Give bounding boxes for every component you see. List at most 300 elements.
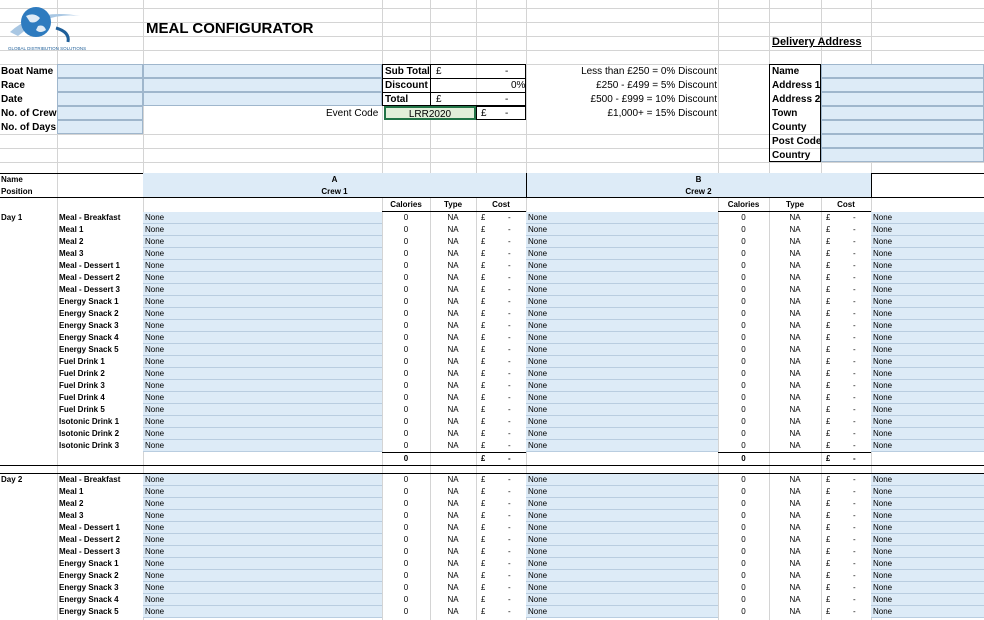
crew-a-cost: - [508,499,511,508]
crew-a-meal-select[interactable]: None [143,332,382,344]
crew-b-cost: - [853,273,856,282]
crew-b-currency: £ [826,261,831,270]
crew-a-meal-select[interactable]: None [143,392,382,404]
crew-b-cost: - [853,357,856,366]
crew-b-currency-total: £ [826,454,831,463]
crew-a-calories-total: 0 [403,454,409,463]
crew-a-meal-select[interactable]: None [143,428,382,440]
crew-c-meal-select[interactable]: None [871,380,984,392]
crew-c-meal-select[interactable]: None [871,522,984,534]
crew-b-meal-select[interactable]: None [526,260,718,272]
delivery-input-county[interactable] [821,120,984,134]
crew-a-meal-select[interactable]: None [143,296,382,308]
crew-a-currency: £ [481,357,486,366]
crew-a-cost: - [508,321,511,330]
table-row [0,224,984,236]
crew-a-meal-select[interactable]: None [143,308,382,320]
crew-b-cost: - [853,487,856,496]
crew-a-meal-select[interactable]: None [143,440,382,452]
crew-a-meal-select[interactable]: None [143,570,382,582]
crew-b-meal-select[interactable]: None [526,440,718,452]
day-subtotal-row [0,453,984,465]
meal-slot-label: Meal 2 [59,499,84,508]
crew-a-calories: 0 [403,559,409,568]
crew-b-type: NA [789,297,801,306]
crew-b-currency: £ [826,345,831,354]
crew-b-meal-select[interactable]: None [526,558,718,570]
crew-b-meal-select[interactable]: None [526,236,718,248]
crew-a-calories: 0 [403,417,409,426]
crew-a-meal-select[interactable]: None [143,534,382,546]
sub-total-label: Sub Total [385,66,430,77]
crew-b-meal-select[interactable]: None [526,594,718,606]
crew-a-currency: £ [481,237,486,246]
crew-a-meal-select[interactable]: None [143,248,382,260]
crew-b-meal-select[interactable]: None [526,534,718,546]
crew-a-meal-select[interactable]: None [143,260,382,272]
table-row [0,582,984,594]
crew-c-meal-select[interactable]: None [871,404,984,416]
crew-b-calories: 0 [741,297,746,306]
crew-c-meal-select[interactable]: None [871,440,984,452]
crew-a-meal-select[interactable]: None [143,404,382,416]
crew-b-meal-select[interactable]: None [526,248,718,260]
calories-header-a: Calories [390,200,422,209]
crew-b-currency: £ [826,417,831,426]
table-row [0,344,984,356]
crew-b-type: NA [789,429,801,438]
crew-a-type: NA [447,429,459,438]
crew-a-cost: - [508,237,511,246]
crew-b-currency: £ [826,381,831,390]
crew-a-cost: - [508,213,511,222]
crew-a-currency: £ [481,511,486,520]
crew-a-meal-select[interactable]: None [143,236,382,248]
delivery-label-address-1: Address 1 [772,80,821,91]
crew-b-type: NA [789,369,801,378]
event-code-input[interactable]: LRR2020 [384,106,476,120]
crew-c-meal-select[interactable]: None [871,582,984,594]
crew-b-calories: 0 [741,535,746,544]
crew-c-meal-select[interactable]: None [871,428,984,440]
meal-slot-label: Meal 1 [59,487,84,496]
crew-a-meal-select[interactable]: None [143,224,382,236]
crew-c-meal-select[interactable]: None [871,308,984,320]
crew-a-letter: A [331,175,338,184]
crew-b-type: NA [789,417,801,426]
crew-b-cost: - [853,583,856,592]
crew-c-meal-select[interactable]: None [871,416,984,428]
crew-c-meal-select[interactable]: None [871,236,984,248]
crew-a-meal-select[interactable]: None [143,212,382,224]
crew-b-cost: - [853,225,856,234]
crew-b-cost: - [853,213,856,222]
crew-b-meal-select[interactable]: None [526,606,718,618]
crew-c-meal-select[interactable]: None [871,546,984,558]
table-row [0,498,984,510]
crew-b-type: NA [789,571,801,580]
crew-a-meal-select[interactable]: None [143,416,382,428]
crew-b-cost: - [853,369,856,378]
crew-count-input[interactable] [57,106,143,120]
crew-b-currency: £ [826,523,831,532]
crew-a-type: NA [447,213,459,222]
crew-c-meal-select[interactable]: None [871,284,984,296]
crew-a-type: NA [447,535,459,544]
crew-a-calories: 0 [403,369,409,378]
label-boat-name: Boat Name [1,66,54,77]
crew-a-currency: £ [481,417,486,426]
crew-c-meal-select[interactable]: None [871,558,984,570]
meal-slot-label: Energy Snack 4 [59,595,119,604]
crew-b-calories: 0 [741,381,746,390]
info-wide-field-3[interactable] [143,92,382,106]
crew-b-type: NA [789,607,801,616]
day-label: Day 1 [1,213,23,222]
label-date: Date [1,94,23,105]
crew-b-type: NA [789,225,801,234]
crew-c-meal-select[interactable]: None [871,498,984,510]
crew-b-meal-select[interactable]: None [526,212,718,224]
cost-header-b: Cost [837,200,855,209]
crew-c-meal-select[interactable]: None [871,570,984,582]
crew-a-meal-select[interactable]: None [143,594,382,606]
crew-b-meal-select[interactable]: None [526,474,718,486]
crew-a-calories: 0 [403,393,409,402]
crew-a-currency: £ [481,333,486,342]
crew-c-meal-select[interactable]: None [871,320,984,332]
crew-b-calories: 0 [741,309,746,318]
crew-a-type: NA [447,559,459,568]
crew-b-currency: £ [826,607,831,616]
crew-a-calories: 0 [403,499,409,508]
crew-a-cost: - [508,607,511,616]
crew-a-meal-select[interactable]: None [143,320,382,332]
crew-b-meal-select[interactable]: None [526,380,718,392]
sub-total-value: - [505,66,509,77]
crew-b-calories: 0 [741,559,746,568]
crew-c-meal-select[interactable]: None [871,344,984,356]
crew-a-type: NA [447,357,459,366]
name-label: Name [1,175,23,184]
crew-b-cost: - [853,559,856,568]
table-row [0,212,984,224]
crew-a-type: NA [447,333,459,342]
crew-b-cost: - [853,535,856,544]
crew-a-meal-select[interactable]: None [143,272,382,284]
crew-a-calories: 0 [403,381,409,390]
crew-b-calories: 0 [741,393,746,402]
crew-a-meal-select[interactable]: None [143,522,382,534]
crew-b-cost: - [853,333,856,342]
crew-b-type: NA [789,357,801,366]
crew-a-type: NA [447,547,459,556]
discount-tier-2: £250 - £499 = 5% Discount [596,80,717,91]
crew-b-cost: - [853,381,856,390]
crew-a-type: NA [447,475,459,484]
crew-a-type: NA [447,381,459,390]
crew-b-calories: 0 [741,595,746,604]
crew-a-currency: £ [481,559,486,568]
type-header-a: Type [443,200,463,209]
delivery-input-name[interactable] [821,64,984,78]
crew-a-cost: - [508,225,511,234]
crew-b-currency: £ [826,547,831,556]
crew-a-type: NA [447,261,459,270]
crew-b-calories: 0 [741,405,746,414]
crew-a-type: NA [447,309,459,318]
crew-b-currency: £ [826,535,831,544]
crew-a-cost: - [508,523,511,532]
info-wide-field-1[interactable] [143,64,382,78]
crew-c-meal-select[interactable]: None [871,224,984,236]
crew-b-type: NA [789,393,801,402]
crew-a-meal-select[interactable]: None [143,510,382,522]
crew-b-currency: £ [826,499,831,508]
delivery-input-address-1[interactable] [821,78,984,92]
delivery-label-address-2: Address 2 [772,94,821,105]
crew-a-cost: - [508,559,511,568]
crew-b-calories: 0 [741,523,746,532]
crew-a-meal-select[interactable]: None [143,582,382,594]
crew-b-currency: £ [826,297,831,306]
label-no-of-crew: No. of Crew [1,108,57,119]
crew-b-type: NA [789,309,801,318]
meal-slot-label: Meal - Dessert 2 [59,535,120,544]
delivery-input-country[interactable] [821,148,984,162]
crew-b-meal-select[interactable]: None [526,320,718,332]
crew-a-meal-select[interactable]: None [143,368,382,380]
crew-b-calories: 0 [741,333,746,342]
crew-b-meal-select[interactable]: None [526,522,718,534]
crew-b-cost: - [853,441,856,450]
crew-c-meal-select[interactable]: None [871,212,984,224]
crew-a-type: NA [447,321,459,330]
crew-a-meal-select[interactable]: None [143,284,382,296]
crew-a-currency: £ [481,595,486,604]
crew-b-cost: - [853,309,856,318]
crew-a-cost: - [508,441,511,450]
crew-c-meal-select[interactable]: None [871,296,984,308]
crew-b-currency: £ [826,393,831,402]
crew-a-type: NA [447,571,459,580]
crew-a-currency: £ [481,249,486,258]
crew-b-type: NA [789,285,801,294]
table-row [0,606,984,618]
crew-b-calories: 0 [741,261,746,270]
crew-a-cost: - [508,273,511,282]
crew-b-meal-select[interactable]: None [526,416,718,428]
crew-c-meal-select[interactable]: None [871,594,984,606]
crew-b-calories: 0 [741,547,746,556]
crew-b-meal-select[interactable]: None [526,272,718,284]
meal-slot-label: Isotonic Drink 3 [59,441,120,450]
crew-b-meal-select[interactable]: None [526,332,718,344]
crew-a-calories: 0 [403,345,409,354]
crew-b-type: NA [789,441,801,450]
meal-slot-label: Meal - Breakfast [59,213,121,222]
meal-slot-label: Fuel Drink 2 [59,369,105,378]
crew-a-meal-select[interactable]: None [143,474,382,486]
crew-a-cost: - [508,333,511,342]
crew-a-calories: 0 [403,511,409,520]
total-currency: £ [436,94,442,105]
crew-b-type: NA [789,547,801,556]
crew-a-meal-select[interactable]: None [143,380,382,392]
table-row [0,522,984,534]
delivery-input-town[interactable] [821,106,984,120]
crew-a-type: NA [447,273,459,282]
crew-c-meal-select[interactable]: None [871,510,984,522]
meal-slot-label: Isotonic Drink 2 [59,429,120,438]
crew-b-meal-select[interactable]: None [526,308,718,320]
table-row [0,440,984,452]
crew-a-currency: £ [481,369,486,378]
crew-a-meal-select[interactable]: None [143,558,382,570]
table-row [0,332,984,344]
info-wide-field-2[interactable] [143,78,382,92]
crew-a-cost: - [508,595,511,604]
crew-b-cost: - [853,499,856,508]
crew-b-currency: £ [826,357,831,366]
crew-b-meal-select[interactable]: None [526,344,718,356]
crew-a-currency: £ [481,487,486,496]
crew-a-type: NA [447,417,459,426]
crew-b-cost: - [853,321,856,330]
crew-c-meal-select[interactable]: None [871,248,984,260]
crew-b-currency: £ [826,237,831,246]
crew-b-meal-select[interactable]: None [526,570,718,582]
table-row [0,416,984,428]
crew-b-calories: 0 [741,345,746,354]
meal-slot-label: Meal 2 [59,237,84,246]
delivery-input-post-code[interactable] [821,134,984,148]
table-row [0,474,984,486]
crew-c-meal-select[interactable]: None [871,356,984,368]
crew-c-meal-select[interactable]: None [871,534,984,546]
meal-slot-label: Meal - Dessert 1 [59,261,120,270]
delivery-input-address-2[interactable] [821,92,984,106]
crew-b-type: NA [789,237,801,246]
crew-b-name: Crew 2 [685,187,712,196]
crew-c-meal-select[interactable]: None [871,272,984,284]
crew-b-meal-select[interactable]: None [526,498,718,510]
meal-slot-label: Energy Snack 4 [59,333,119,342]
crew-b-currency: £ [826,571,831,580]
crew-a-meal-select[interactable]: None [143,486,382,498]
crew-b-currency: £ [826,249,831,258]
crew-a-meal-select[interactable]: None [143,356,382,368]
crew-a-calories: 0 [403,547,409,556]
crew-c-meal-select[interactable]: None [871,368,984,380]
crew-b-meal-select[interactable]: None [526,510,718,522]
crew-a-cost: - [508,297,511,306]
crew-a-currency: £ [481,535,486,544]
crew-b-meal-select[interactable]: None [526,224,718,236]
company-logo [6,2,86,56]
event-code-cost: - [505,108,509,119]
crew-b-calories: 0 [741,441,746,450]
crew-c-meal-select[interactable]: None [871,486,984,498]
crew-a-cost: - [508,475,511,484]
days-count-input[interactable] [57,120,143,134]
crew-b-cost: - [853,237,856,246]
boat-name-input[interactable] [57,64,143,78]
crew-b-type: NA [789,535,801,544]
crew-b-cost: - [853,523,856,532]
crew-c-meal-select[interactable]: None [871,474,984,486]
table-row [0,356,984,368]
position-label: Position [1,187,33,196]
crew-b-meal-select[interactable]: None [526,392,718,404]
table-row [0,594,984,606]
delivery-label-post-code: Post Code [772,136,822,147]
crew-b-meal-select[interactable]: None [526,546,718,558]
crew-b-type: NA [789,273,801,282]
crew-b-meal-select[interactable]: None [526,296,718,308]
crew-c-meal-select[interactable]: None [871,392,984,404]
crew-a-calories: 0 [403,405,409,414]
crew-b-calories: 0 [741,357,746,366]
discount-tier-4: £1,000+ = 15% Discount [607,108,717,119]
crew-c-meal-select[interactable]: None [871,332,984,344]
meal-slot-label: Meal - Dessert 2 [59,273,120,282]
sub-total-currency: £ [436,66,442,77]
crew-a-calories: 0 [403,261,409,270]
crew-b-type: NA [789,381,801,390]
crew-b-calories: 0 [741,369,746,378]
crew-a-cost: - [508,285,511,294]
crew-c-meal-select[interactable]: None [871,260,984,272]
crew-a-cost: - [508,511,511,520]
meal-slot-label: Meal - Breakfast [59,475,121,484]
crew-b-calories: 0 [741,511,746,520]
meal-slot-label: Energy Snack 2 [59,309,119,318]
crew-b-type: NA [789,499,801,508]
meal-slot-label: Energy Snack 5 [59,607,119,616]
crew-b-currency: £ [826,405,831,414]
crew-a-meal-select[interactable]: None [143,606,382,618]
crew-b-currency: £ [826,487,831,496]
label-no-of-days: No. of Days [1,122,57,133]
crew-a-calories: 0 [403,225,409,234]
label-race: Race [1,80,25,91]
crew-b-meal-select[interactable]: None [526,284,718,296]
date-input[interactable] [57,92,143,106]
crew-b-calories-total: 0 [741,454,746,463]
crew-a-type: NA [447,523,459,532]
crew-a-meal-select[interactable]: None [143,344,382,356]
table-row [0,320,984,332]
race-input[interactable] [57,78,143,92]
crew-a-type: NA [447,595,459,604]
crew-a-currency: £ [481,213,486,222]
crew-b-meal-select[interactable]: None [526,404,718,416]
crew-b-calories: 0 [741,249,746,258]
crew-b-calories: 0 [741,475,746,484]
table-row [0,570,984,582]
meal-slot-label: Fuel Drink 1 [59,357,105,366]
crew-a-meal-select[interactable]: None [143,498,382,510]
crew-b-meal-select[interactable]: None [526,582,718,594]
crew-c-meal-select[interactable]: None [871,606,984,618]
crew-a-type: NA [447,285,459,294]
crew-b-meal-select[interactable]: None [526,356,718,368]
crew-a-meal-select[interactable]: None [143,546,382,558]
crew-b-meal-select[interactable]: None [526,428,718,440]
crew-b-meal-select[interactable]: None [526,486,718,498]
crew-b-meal-select[interactable]: None [526,368,718,380]
